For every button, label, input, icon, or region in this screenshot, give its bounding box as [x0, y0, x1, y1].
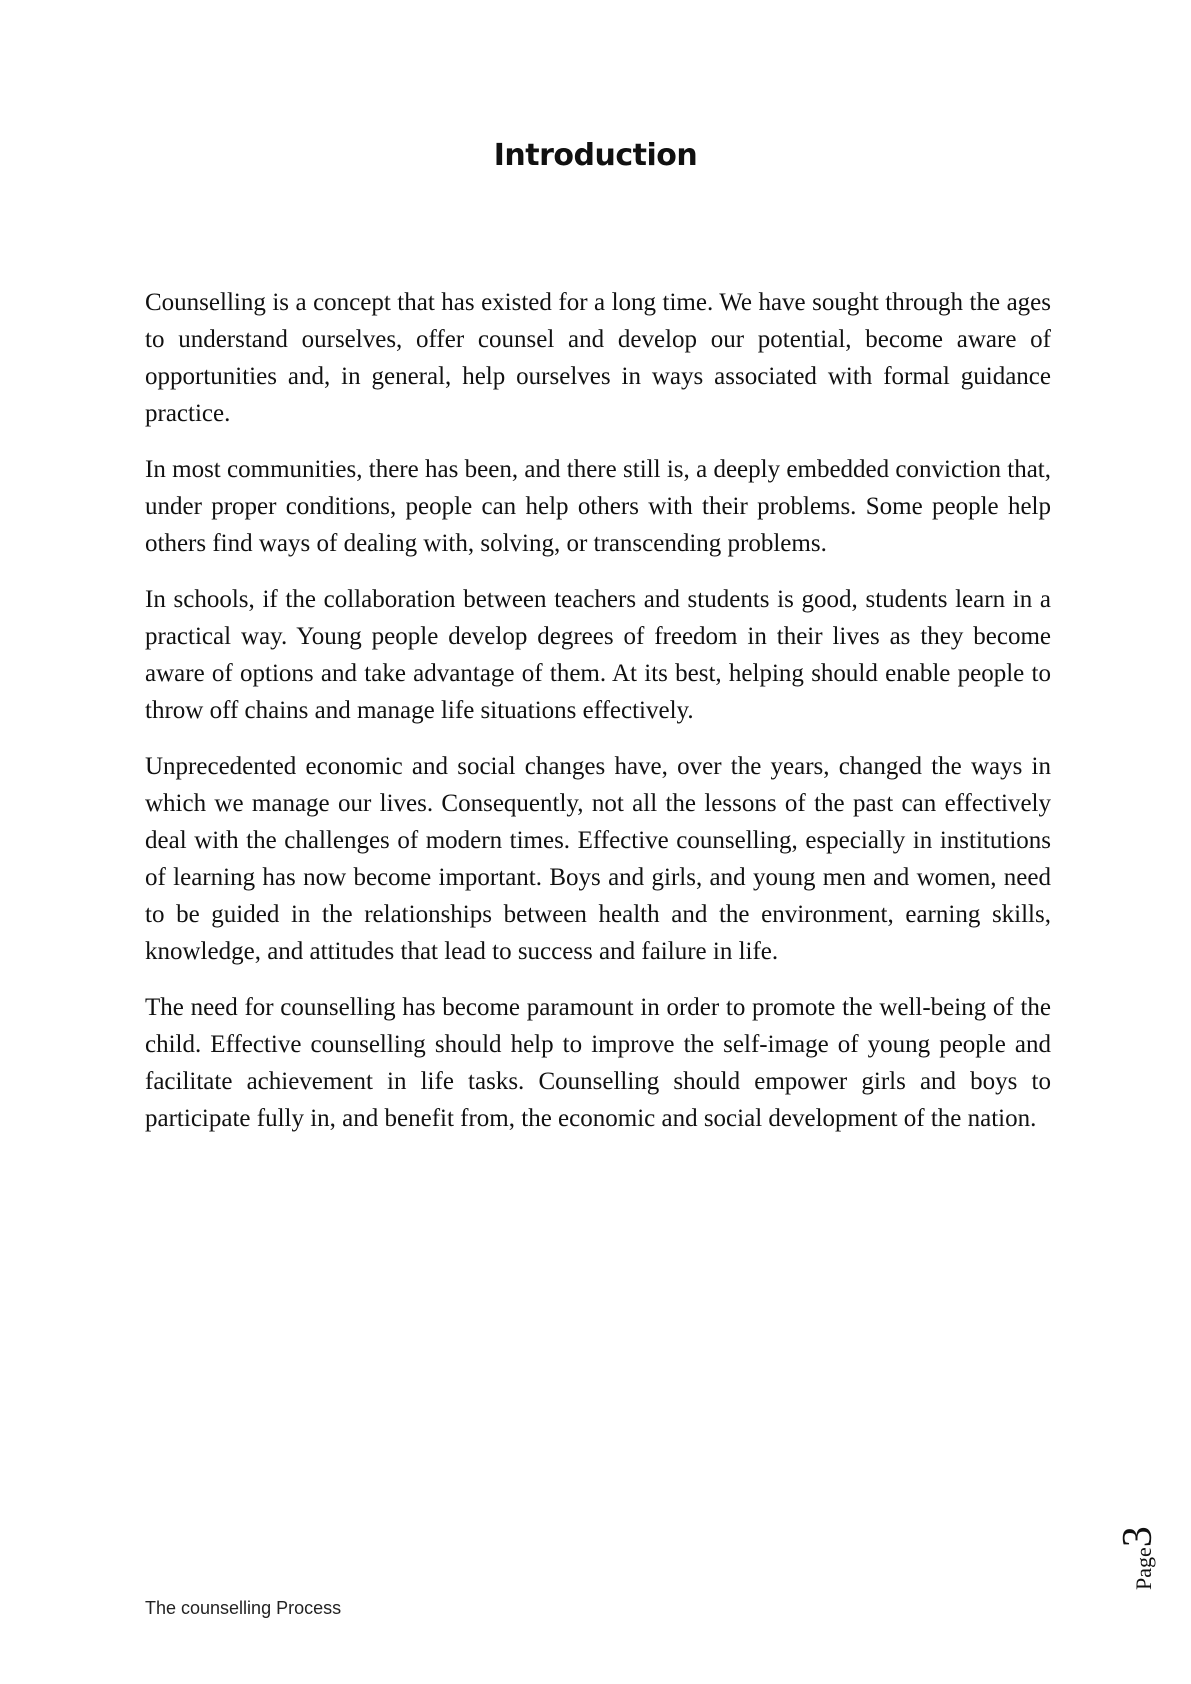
paragraph-4: Unprecedented economic and social changes have, over the years, changed the ways in which we manage our lives. Consequently, not all the lessons of the past can effectively deal with the challenges of modern times. Effective counselling, especially in institutions of learning has now become important. Boys and girls, and young men and women, need to be guided in the relationships between health and the environment, earning skills, knowledge, and attitudes that lead to success and failure in life. — [145, 753, 1051, 965]
footer-text: The counselling Process — [145, 1598, 342, 1618]
paragraph-3: In schools, if the collaboration between teachers and students is good, students learn in a practical way. Young people develop degrees of freedom in their lives as they become aware of options and take advantage of them. At its best, helping should enable people to throw off chains and manage life situations effectively. — [145, 586, 1051, 724]
page-number: 3 — [1115, 1526, 1161, 1548]
paragraph-1: Counselling is a concept that has existed for a long time. We have sought through the ages to understand ourselves, offer counsel and develop our potential, become aware of opportunities and, in general, help ourselves in ways associated with formal guidance practice. — [145, 289, 1051, 427]
page-number-block — [1110, 1470, 1170, 1590]
page-title: Introduction — [493, 138, 698, 173]
page-label: Page — [1131, 1547, 1156, 1590]
paragraph-2: In most communities, there has been, and there still is, a deeply embedded conviction that, under proper conditions, people can help others with their problems. Some people help others find ways of dealing with, solving, or transcending problems. — [145, 456, 1051, 557]
body-text — [145, 284, 1051, 1156]
paragraph-5: The need for counselling has become paramount in order to promote the well-being of the child. Effective counselling should help to improve the self-image of young people and facilitate achievement in life tasks. Counselling should empower girls and boys to participate fully in, and benefit from, the economic and social development of the nation. — [145, 994, 1051, 1132]
